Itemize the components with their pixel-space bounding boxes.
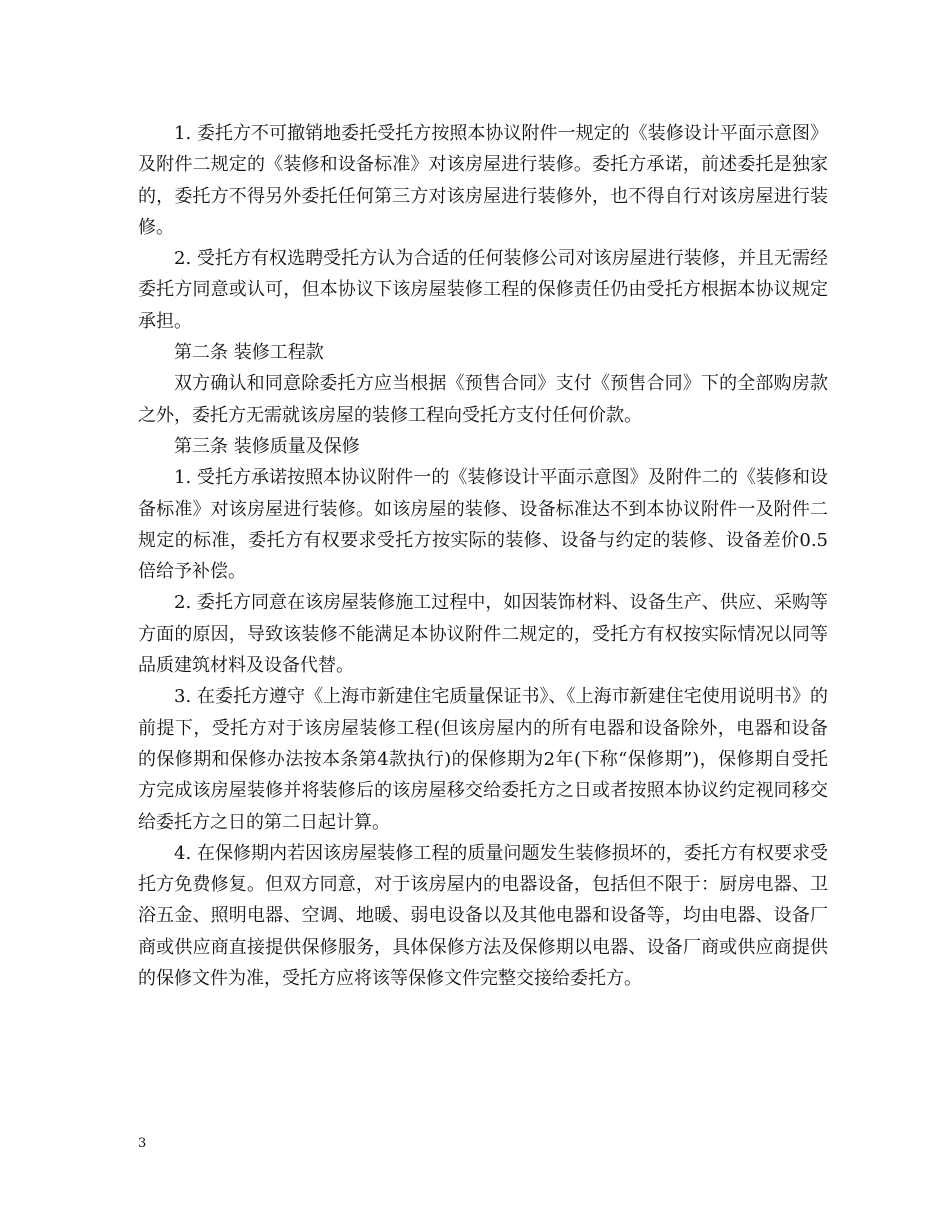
document-body [138, 118, 828, 994]
paragraph-3: 双方确认和同意除委托方应当根据《预售合同》支付《预售合同》下的全部购房款之外，委托方无需就该房屋的装修工程向受托方支付任何价款。 [138, 373, 828, 426]
section-heading-article-2: 第二条 装修工程款 [174, 342, 324, 364]
page-number: 3 [138, 1136, 147, 1151]
paragraph-6: 3. 在委托方遵守《上海市新建住宅质量保证书》、《上海市新建住宅使用说明书》的前提下，受托方对于该房屋装修工程(但该房屋内的所有电器和设备除外，电器和设备的保修期和保修办法按本条第4款执行)的保修期为2年(下称“保修期”)，保修期自受托方完成该房屋装修并将装修后的该房屋移交给委托方之日或者按照本协议约定视同移交给委托方之日的第二日起计算。 [138, 686, 828, 833]
paragraph-1: 1. 委托方不可撤销地委托受托方按照本协议附件一规定的《装修设计平面示意图》及附件二规定的《装修和设备标准》对该房屋进行装修。委托方承诺，前述委托是独家的，委托方不得另外委托任何第三方对该房屋进行装修外，也不得自行对该房屋进行装修。 [138, 123, 828, 238]
paragraph-5: 2. 委托方同意在该房屋装修施工过程中，如因装饰材料、设备生产、供应、采购等方面的原因，导致该装修不能满足本协议附件二规定的，受托方有权按实际情况以同等品质建筑材料及设备代替。 [138, 592, 828, 677]
paragraph-7: 4. 在保修期内若因该房屋装修工程的质量问题发生装修损坏的，委托方有权要求受托方免费修复。但双方同意，对于该房屋内的电器设备，包括但不限于：厨房电器、卫浴五金、照明电器、空调、地暖、弱电设备以及其他电器和设备等，均由电器、设备厂商或供应商直接提供保修服务，具体保修方法及保修期以电器、设备厂商或供应商提供的保修文件为准，受托方应将该等保修文件完整交接给委托方。 [138, 842, 828, 990]
paragraph-4: 1. 受托方承诺按照本协议附件一的《装修设计平面示意图》及附件二的《装修和设备标准》对该房屋进行装修。如该房屋的装修、设备标准达不到本协议附件一及附件二规定的标准，委托方有权要求受托方按实际的装修、设备与约定的装修、设备差价0.5倍给予补偿。 [138, 467, 828, 583]
section-heading-article-3: 第三条 装修质量及保修 [174, 435, 360, 457]
paragraph-2: 2. 受托方有权选聘受托方认为合适的任何装修公司对该房屋进行装修，并且无需经委托方同意或认可，但本协议下该房屋装修工程的保修责任仍由受托方根据本协议规定承担。 [138, 248, 828, 332]
